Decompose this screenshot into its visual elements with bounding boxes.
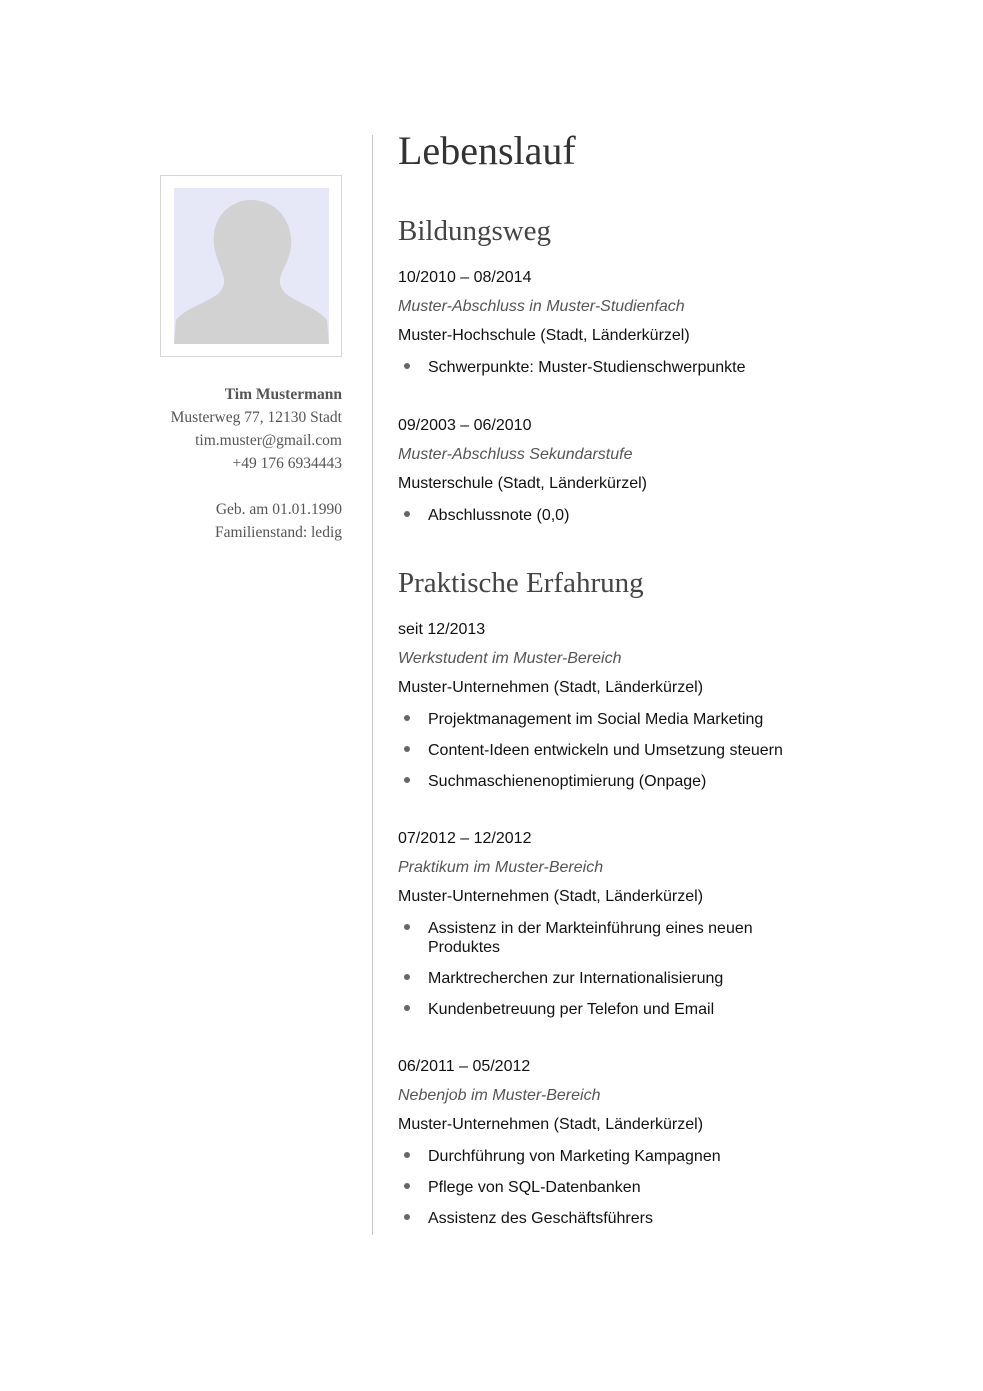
list-item: Projektmanagement im Social Media Marketing — [398, 710, 838, 729]
entry-date: 09/2003 – 06/2010 — [398, 417, 532, 434]
entry-organization: Muster-Unternehmen (Stadt, Länderkürzel) — [398, 1116, 704, 1133]
entry-organization: Muster-Unternehmen (Stadt, Länderkürzel) — [398, 888, 704, 905]
bullet-icon — [404, 1183, 410, 1189]
entry-organization: Musterschule (Stadt, Länderkürzel) — [398, 475, 647, 492]
list-item: Assistenz des Geschäftsführers — [398, 1209, 838, 1228]
bullet-icon — [404, 746, 410, 752]
entry-date: 07/2012 – 12/2012 — [398, 830, 532, 847]
section-title-education: Bildungsweg — [398, 215, 552, 247]
marital-status: Familienstand: ledig — [215, 524, 342, 541]
bullet-icon — [404, 974, 410, 980]
bullet-icon — [404, 1214, 410, 1220]
list-item: Marktrecherchen zur Internationalisierung — [398, 969, 778, 988]
entry-role: Nebenjob im Muster-Bereich — [398, 1087, 601, 1104]
vertical-divider — [372, 135, 373, 1235]
list-item: Content-Ideen entwickeln und Umsetzung steuern — [398, 741, 838, 760]
address: Musterweg 77, 12130 Stadt — [170, 409, 342, 426]
entry-organization: Muster-Unternehmen (Stadt, Länderkürzel) — [398, 679, 704, 696]
entry-role: Werkstudent im Muster-Bereich — [398, 650, 622, 667]
entry-date: 10/2010 – 08/2014 — [398, 269, 532, 286]
bullet-icon — [404, 1005, 410, 1011]
bullet-icon — [404, 1152, 410, 1158]
entry-role: Praktikum im Muster-Bereich — [398, 859, 604, 876]
profile-photo — [160, 175, 342, 357]
entry-date: 06/2011 – 05/2012 — [398, 1058, 531, 1075]
education-entry — [398, 416, 838, 525]
bullet-icon — [404, 511, 410, 517]
document-title: Lebenslauf — [398, 128, 576, 173]
bullet-icon — [404, 363, 410, 369]
main-content — [398, 126, 838, 1228]
education-entry — [398, 268, 838, 377]
experience-entry — [398, 829, 838, 1019]
list-item: Abschlussnote (0,0) — [398, 506, 838, 525]
birth-date: Geb. am 01.01.1990 — [215, 501, 342, 518]
person-silhouette-icon — [174, 188, 329, 344]
list-item: Kundenbetreuung per Telefon und Email — [398, 1000, 778, 1019]
list-item: Pflege von SQL-Datenbanken — [398, 1178, 838, 1197]
list-item: Schwerpunkte: Muster-Studienschwerpunkte — [398, 358, 838, 377]
sidebar — [150, 175, 342, 544]
bullet-icon — [404, 777, 410, 783]
entry-role: Muster-Abschluss in Muster-Studienfach — [398, 298, 685, 315]
bullet-icon — [404, 924, 410, 930]
list-item: Assistenz in der Markteinführung eines neuen Produktes — [398, 919, 778, 957]
entry-role: Muster-Abschluss Sekundarstufe — [398, 446, 633, 463]
entry-date: seit 12/2013 — [398, 621, 486, 638]
entry-organization: Muster-Hochschule (Stadt, Länderkürzel) — [398, 327, 690, 344]
experience-entry — [398, 1057, 838, 1228]
phone: +49 176 6934443 — [232, 455, 342, 472]
section-title-experience: Praktische Erfahrung — [398, 567, 644, 599]
contact-info — [150, 383, 342, 544]
list-item: Suchmaschienenoptimierung (Onpage) — [398, 772, 838, 791]
list-item: Durchführung von Marketing Kampagnen — [398, 1147, 838, 1166]
bullet-icon — [404, 715, 410, 721]
person-name: Tim Mustermann — [224, 386, 342, 403]
email: tim.muster@gmail.com — [195, 432, 342, 449]
experience-entry — [398, 620, 838, 791]
